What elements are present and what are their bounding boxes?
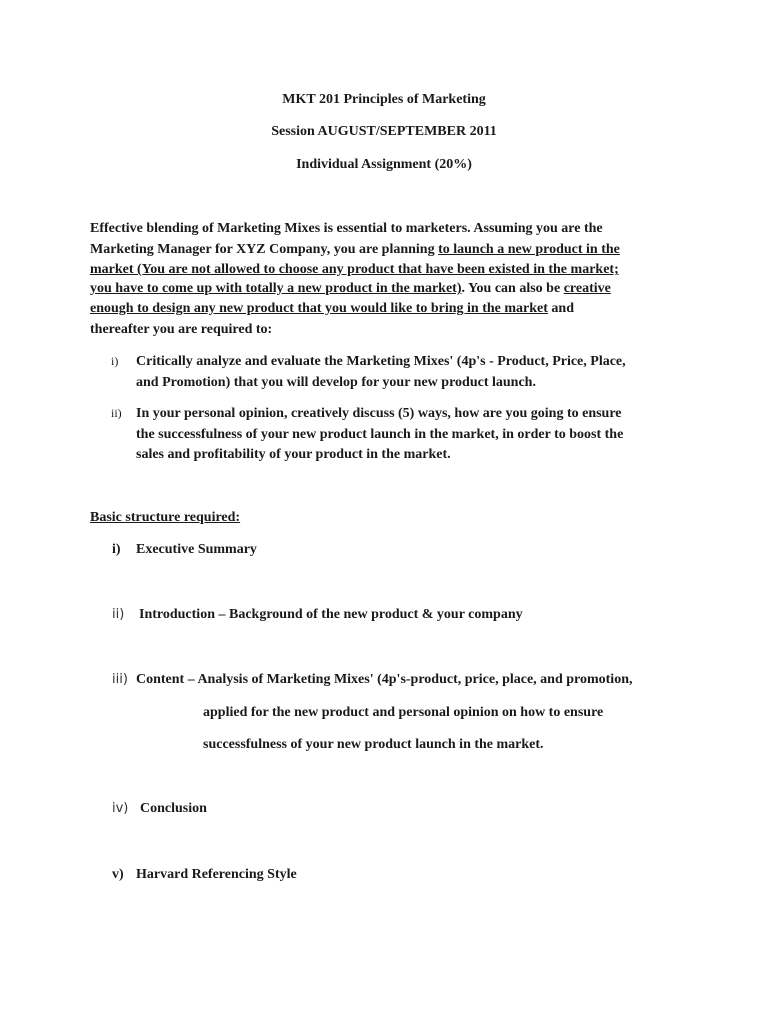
structure-item-2-number: ii) xyxy=(112,607,125,622)
structure-item-4: Conclusion xyxy=(140,801,207,816)
structure-item-5: Harvard Referencing Style xyxy=(136,867,297,882)
question-1-line-2: and Promotion) that you will develop for your new product launch. xyxy=(136,375,536,390)
structure-heading: Basic structure required: xyxy=(90,510,241,525)
course-title: MKT 201 Principles of Marketing xyxy=(282,92,486,107)
assignment-title: Individual Assignment (20%) xyxy=(296,157,472,172)
intro-line-4: you have to come up with totally a new product in the market). You can also be creative xyxy=(90,281,611,296)
question-2-line-2: the successfulness of your new product launch in the market, in order to boost the xyxy=(136,427,624,442)
structure-item-2: Introduction – Background of the new product & your company xyxy=(139,607,523,622)
structure-item-5-number: v) xyxy=(112,867,124,882)
question-2-number: ii) xyxy=(111,406,122,420)
structure-item-3-number: iii) xyxy=(112,672,128,687)
session-title: Session AUGUST/SEPTEMBER 2011 xyxy=(271,124,497,139)
structure-item-4-number: iv) xyxy=(112,801,129,816)
structure-item-3-cont-2: successfulness of your new product launch in the market. xyxy=(203,737,544,752)
intro-line-1: Effective blending of Marketing Mixes is essential to marketers. Assuming you are the xyxy=(90,221,603,236)
question-2-line-1: In your personal opinion, creatively discuss (5) ways, how are you going to ensure xyxy=(136,406,622,421)
question-1-number: i) xyxy=(111,354,119,368)
structure-item-3-cont-1: applied for the new product and personal opinion on how to ensure xyxy=(203,705,604,720)
question-1-line-1: Critically analyze and evaluate the Marketing Mixes' (4p's - Product, Price, Place, xyxy=(136,354,626,369)
intro-line-3: market (You are not allowed to choose any product that have been existed in the market; xyxy=(90,262,619,277)
question-2-line-3: sales and profitability of your product in the market. xyxy=(136,447,451,462)
intro-line-2: Marketing Manager for XYZ Company, you are planning to launch a new product in the xyxy=(90,242,620,257)
intro-line-5: enough to design any new product that you would like to bring in the market and xyxy=(90,301,574,316)
structure-item-3: Content – Analysis of Marketing Mixes' (4p's-product, price, place, and promotion, xyxy=(136,672,633,687)
structure-item-1-number: i) xyxy=(112,542,121,557)
intro-line-6: thereafter you are required to: xyxy=(90,322,273,337)
structure-item-1: Executive Summary xyxy=(136,542,257,557)
